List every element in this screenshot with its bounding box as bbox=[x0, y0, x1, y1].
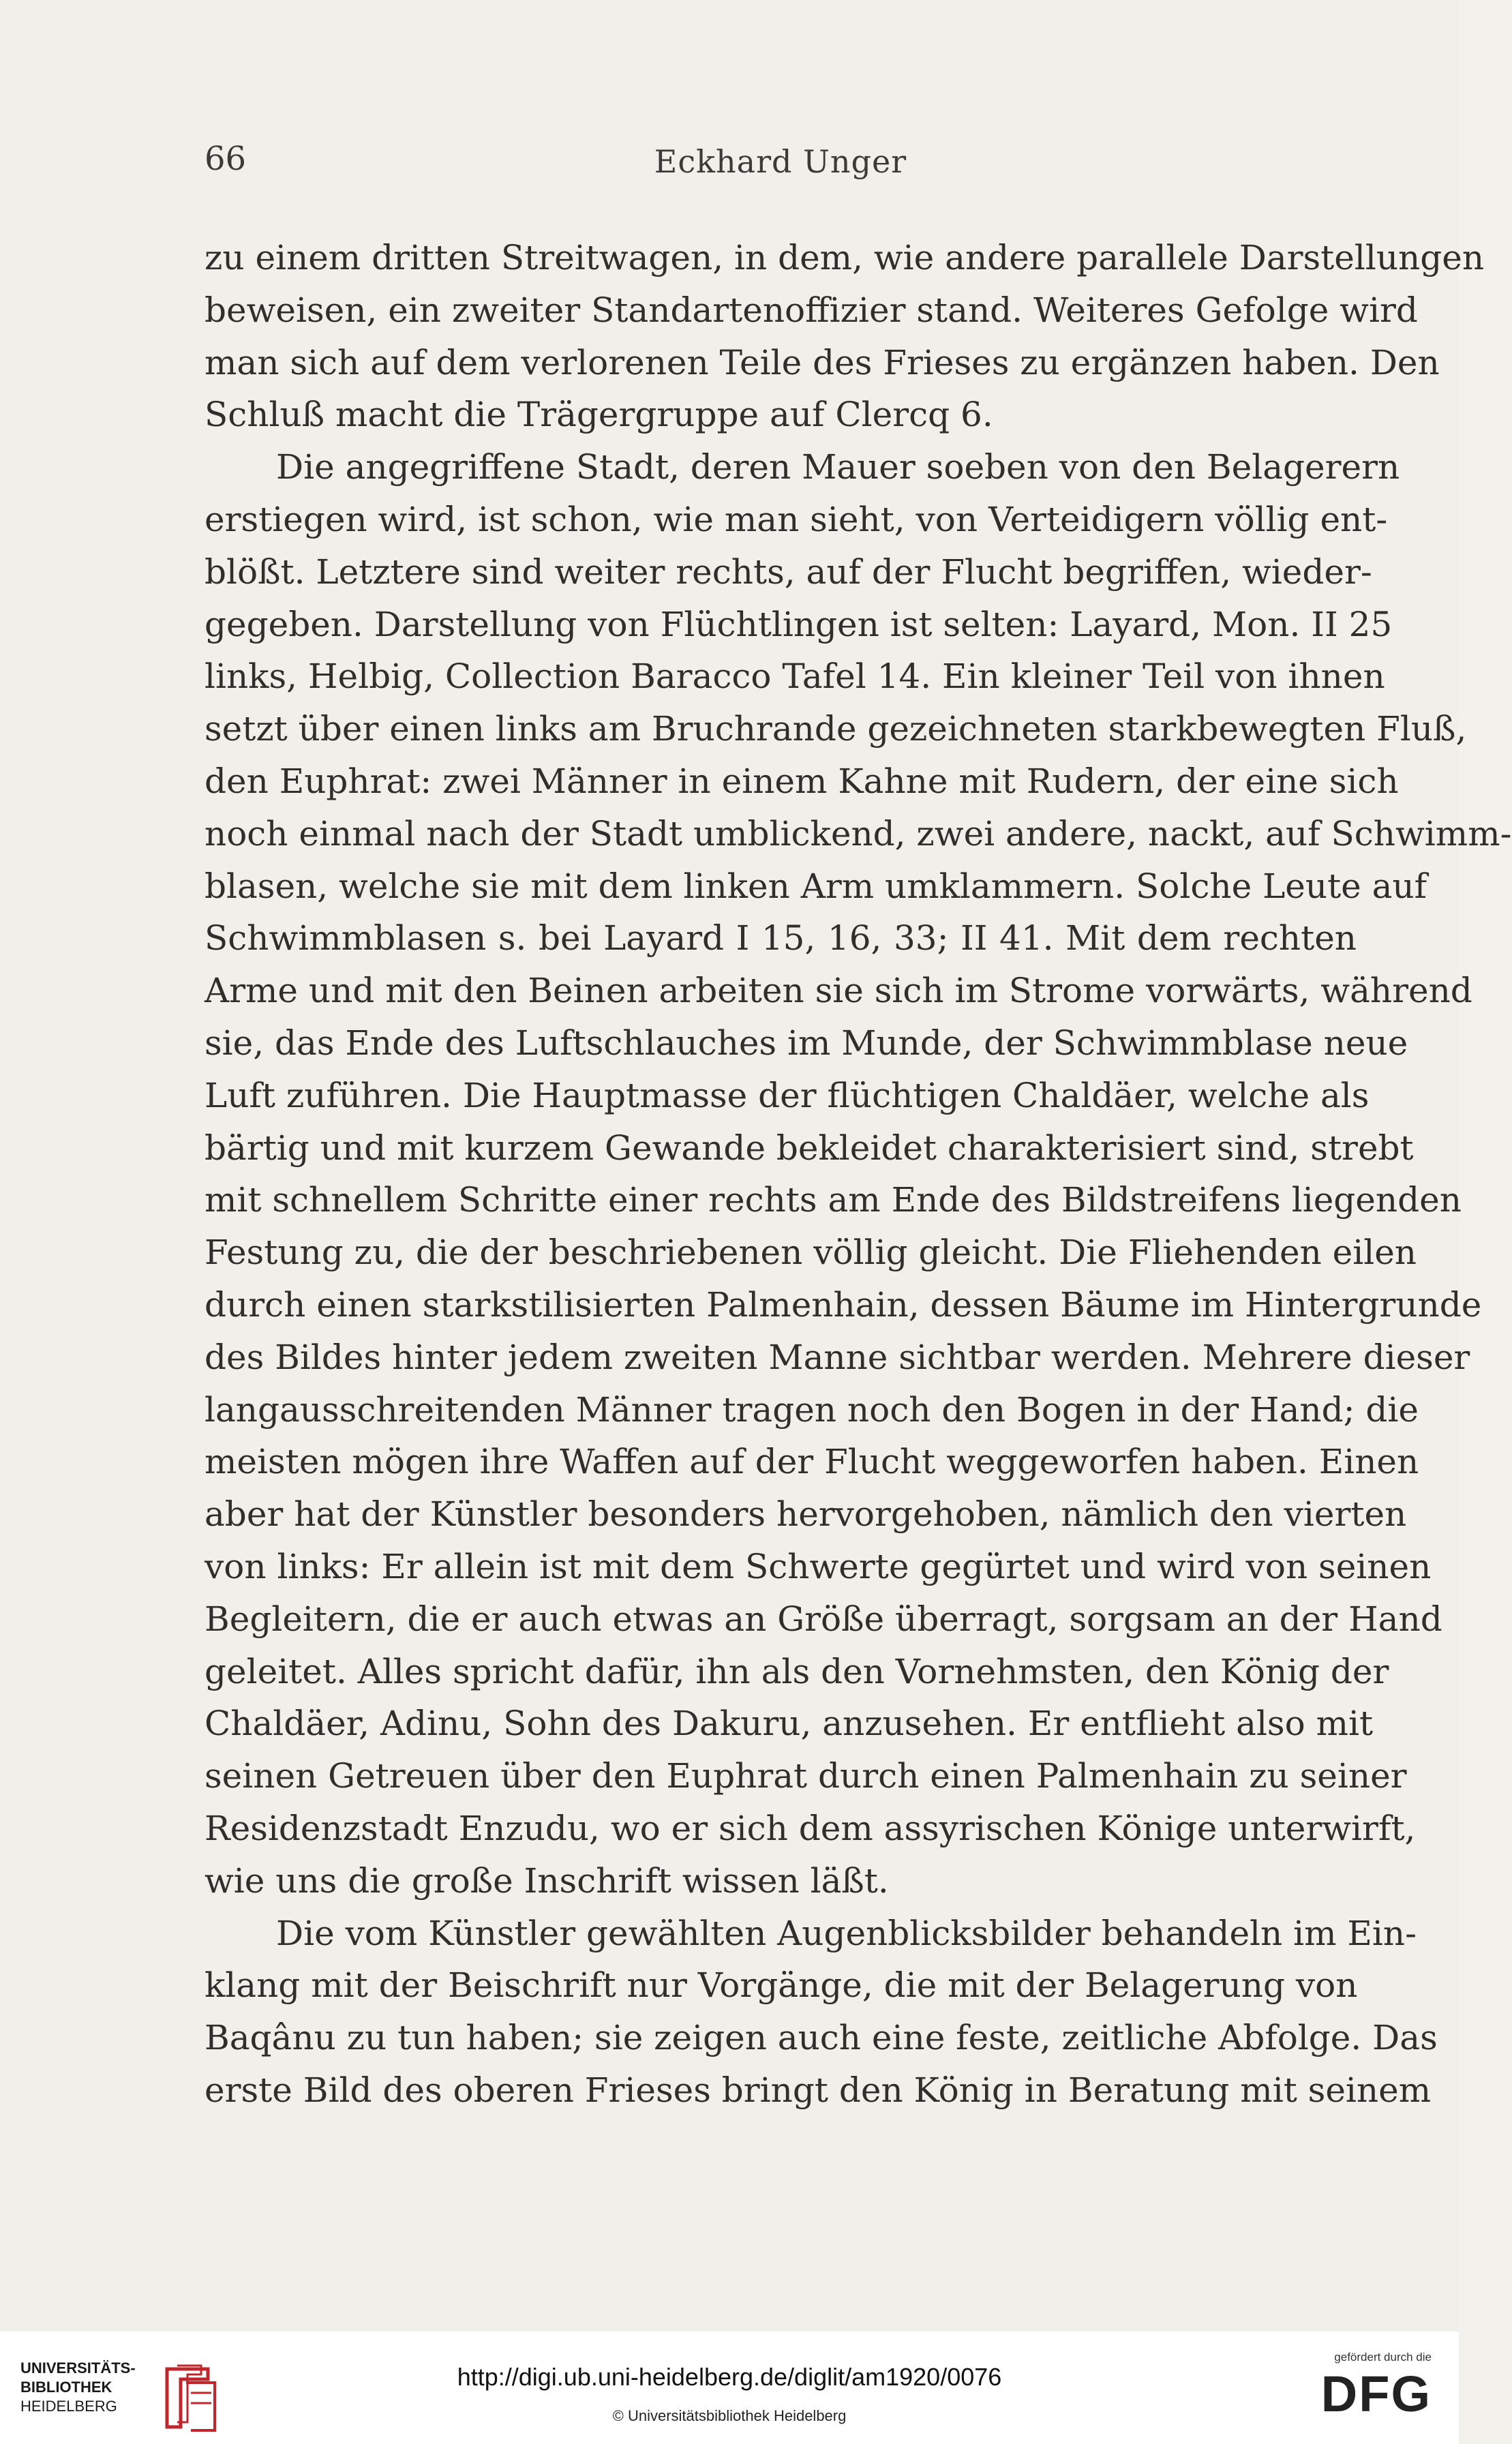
text-line: des Bildes hinter jedem zweiten Manne sichtbar werden. Mehrere dieser bbox=[205, 1337, 1470, 1377]
logo-line-1: UNIVERSITÄTS- bbox=[20, 2359, 136, 2377]
university-library-logo[interactable] bbox=[20, 2359, 239, 2434]
text-line: bärtig und mit kurzem Gewande bekleidet charakterisiert sind, strebt bbox=[205, 1128, 1414, 1168]
footer-citation bbox=[341, 2362, 1118, 2425]
text-line: Schluß macht die Trägergruppe auf Clercq 6. bbox=[205, 395, 993, 435]
funding-note: gefördert durch die bbox=[1334, 2351, 1432, 2364]
text-line: gegeben. Darstellung von Flüchtlingen ist selten: Layard, Mon. II 25 bbox=[205, 604, 1393, 644]
text-line: sie, das Ende des Luftschlauches im Munde, der Schwimmblase neue bbox=[205, 1023, 1408, 1063]
text-line: erstiegen wird, ist schon, wie man sieht, von Verteidigern völlig ent- bbox=[205, 499, 1388, 539]
text-line: geleitet. Alles spricht dafür, ihn als den Vornehmsten, den König der bbox=[205, 1651, 1389, 1691]
copyright-notice: © Universitätsbibliothek Heidelberg bbox=[612, 2407, 847, 2424]
page-number: 66 bbox=[205, 140, 247, 178]
text-line: Begleitern, die er auch etwas an Größe überragt, sorgsam an der Hand bbox=[205, 1599, 1442, 1639]
page-header bbox=[205, 140, 1357, 187]
text-line: erste Bild des oberen Frieses bringt den König in Beratung mit seinem bbox=[205, 2070, 1432, 2110]
text-line: zu einem dritten Streitwagen, in dem, wie andere parallele Darstellungen bbox=[205, 238, 1485, 277]
text-line: den Euphrat: zwei Männer in einem Kahne mit Rudern, der eine sich bbox=[205, 761, 1399, 801]
text-line: Arme und mit den Beinen arbeiten sie sich im Strome vorwärts, während bbox=[205, 971, 1472, 1011]
text-line: beweisen, ein zweiter Standartenoffizier stand. Weiteres Gefolge wird bbox=[205, 290, 1418, 330]
library-emblem-icon bbox=[153, 2362, 222, 2437]
text-line: Festung zu, die der beschriebenen völlig gleicht. Die Fliehenden eilen bbox=[205, 1233, 1417, 1273]
text-line: klang mit der Beischrift nur Vorgänge, die mit der Belagerung von bbox=[205, 1965, 1358, 2006]
text-line: seinen Getreuen über den Euphrat durch einen Palmenhain zu seiner bbox=[205, 1756, 1407, 1796]
text-line: meisten mögen ihre Waffen auf der Flucht weggeworfen haben. Einen bbox=[205, 1442, 1419, 1482]
logo-line-3: HEIDELBERG bbox=[20, 2398, 117, 2415]
body-text bbox=[205, 232, 1512, 2117]
text-line: blößt. Letztere sind weiter rechts, auf der Flucht begriffen, wieder- bbox=[205, 552, 1372, 592]
text-line: links, Helbig, Collection Baracco Tafel 14. Ein kleiner Teil von ihnen bbox=[205, 657, 1385, 697]
text-line: Chaldäer, Adinu, Sohn des Dakuru, anzusehen. Er entflieht also mit bbox=[205, 1704, 1374, 1744]
text-line: durch einen starkstilisierten Palmenhain, dessen Bäume im Hintergrunde bbox=[205, 1284, 1482, 1325]
logo-text bbox=[20, 2359, 136, 2416]
text-line: blasen, welche sie mit dem linken Arm umklammern. Solche Leute auf bbox=[205, 866, 1427, 906]
text-line: Residenzstadt Enzudu, wo er sich dem assyrischen Könige unterwirft, bbox=[205, 1808, 1416, 1848]
dfg-funding[interactable] bbox=[1288, 2351, 1432, 2432]
text-line: Die angegriffene Stadt, deren Mauer soeben von den Belagerern bbox=[276, 447, 1400, 487]
text-line: langausschreitenden Männer tragen noch den Bogen in der Hand; die bbox=[205, 1389, 1419, 1430]
text-line: wie uns die große Inschrift wissen läßt. bbox=[205, 1860, 889, 1901]
logo-line-2: BIBLIOTHEK bbox=[20, 2379, 112, 2396]
text-line: Schwimmblasen s. bei Layard I 15, 16, 33; II 41. Mit dem rechten bbox=[205, 918, 1357, 959]
permalink-url[interactable]: http://digi.ub.uni-heidelberg.de/diglit/am1920/0076 bbox=[457, 2363, 1002, 2391]
text-line: setzt über einen links am Bruchrande gezeichneten starkbewegten Fluß, bbox=[205, 709, 1467, 749]
running-head: Eckhard Unger bbox=[654, 143, 907, 180]
library-footer bbox=[0, 2332, 1459, 2444]
text-line: aber hat der Künstler besonders hervorgehoben, nämlich den vierten bbox=[205, 1494, 1407, 1535]
text-line: Die vom Künstler gewählten Augenblicksbilder behandeln im Ein- bbox=[276, 1913, 1417, 1953]
text-line: Luft zuführen. Die Hauptmasse der flüchtigen Chaldäer, welche als bbox=[205, 1075, 1370, 1115]
text-line: von links: Er allein ist mit dem Schwerte gegürtet und wird von seinen bbox=[205, 1546, 1432, 1586]
text-line: man sich auf dem verlorenen Teile des Frieses zu ergänzen haben. Den bbox=[205, 342, 1440, 382]
text-line: noch einmal nach der Stadt umblickend, zwei andere, nackt, auf Schwimm- bbox=[205, 813, 1512, 854]
text-line: mit schnellem Schritte einer rechts am Ende des Bildstreifens liegenden bbox=[205, 1180, 1462, 1220]
text-line: Baqânu zu tun haben; sie zeigen auch eine feste, zeitliche Abfolge. Das bbox=[205, 2018, 1438, 2058]
dfg-logo: DFG bbox=[1320, 2366, 1432, 2422]
